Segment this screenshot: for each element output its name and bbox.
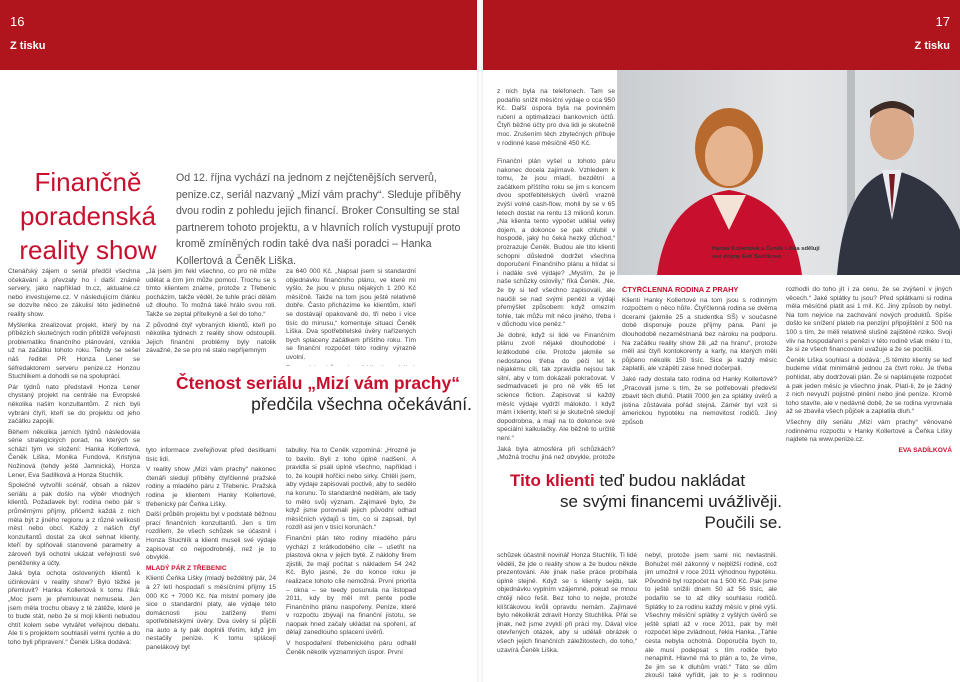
section-label-right: Z tisku <box>914 40 950 52</box>
title-line-1: Finančně <box>34 167 142 197</box>
paragraph: z nich byla na telefonech. Tam se podařilo snížit měsíční výdaje o cca 950 Kč. Další úspora byla na povinném ručení a optimalizaci bankovních účtů. Čtyři běžné účty pro dva lidi je skutečně moc. Zrušením těch zbytečných příbuje v rodinné kase měsíčně 450 Kč. <box>497 88 615 147</box>
page-number-right: 17 <box>935 14 950 29</box>
paragraph: „Já jsem jim řekl všechno, co pro ně může udělat a čím jim může pomoci. Trochu se s tímto klientem známe, protože z Třebenic pocházím, takže věděl, že tuhle práci dělám už dlouho. To možná také hrálo svou roli. Takže se zeptal přítelkyně a šel do toho.“ <box>146 268 276 318</box>
column-6 <box>786 286 952 678</box>
subheading-ctyrclenna-rodina: ČTYŘČLENNÁ RODINA Z PRAHY <box>622 286 739 294</box>
photo-caption: Hanka Kollertová a Čeněk Liška sdělují své dojmy Evě Sadílkové <box>712 246 820 260</box>
pull-quote-2 <box>510 470 782 533</box>
column-5 <box>622 286 777 466</box>
author-signature: EVA SADÍLKOVÁ <box>898 446 952 454</box>
paragraph: Klienti Hanky Kollertové na tom jsou s rodinným rozpočtem o něco hůře. Čtyřčlenná rodina se dvěma dcerami (jakmile 25 a studentka SŠ) v současné době disponuje pouze příjmy pána. Paní je dlouhodobě nezaměstnaná bez nároku na podporu. Na začátku reality show žili „až na hranu“, protože měli asi čtyři kontokorenty a karty, na kterých měli půjčeno několik 150 tisíc. Sice je každý měsíc zaplatili, ale vzápětí zase hned dočerpali. <box>622 296 777 373</box>
paragraph: tabulky. Na to Čeněk vzpomíná: „Hrozně je to bavilo. Byli z toho úplně nadšení. A pravidla si psali úplně všechno, například i to, že koupili hořčici nebo sirky. Chtěli jsem, aby výdaje zapisovali poctivě, aby to sedělo na korunu. To standardně nedělám, ale tady to mělo svůj význam. Zajímavé bylo, že když jsme porovnali jejich původní odhad měsíčních výdajů s tím, co si zapsali, byl rozdíl asi jen v tisíci korunách.“ <box>286 447 416 532</box>
paragraph: Finanční plán této rodiny mladého páru vychází z krátkodobého cíle – ušetřit na plastová okna v jejich bytě. Z náklohy firem zjistili, že mají počítat s nákladem 54 242 Kč. Bylo jasné, že do konce roku je realizace tohoto cíle nemožná. První priorita – okna – se teedy posunula na listopad 2011, kdy by měl mít pente podle Finančního plánu naspořeny. Peníze, které v rozpočtu zbývají na finanční jistotu, se naopak hned začaly ukládat na spoření, ať dělají zanedlouho splacení úvěrů. <box>286 534 416 637</box>
paragraph: nebyl, protože jsem sami nic nevlastnili. Bohužel měl zákonný v nejbližší rodině, což jim umožnil v roce 2011 výhodnou hypotéku. Původně byl rozpočet na 1 500 Kč. Pak jsme to ještě snížili dnem 50 až 56 tisíc, ale podařilo se to až díky souhlasu rodičů. Splátky to za rodinu každý měsíc v plné výši. Všechny měsíční splátky z vyšlých úvěrů se ještě splatí až v roce 2011, pak by měl rozpočet lépe zvládnout, řekla Hanka. „Táhle cesta nebyla ochotná. Doporučila bych to, ale musí podepsat s tím rodiče bylo nenaplnit. Hlavně má to plán a to, že víme, že jim se k dluhům vrátí.“ Táto se dům zkouší také vyřídit, jak to je s rodinnou <box>645 552 777 680</box>
paragraph: Další průběh projektu byl v podstatě běžnou prací finančních konzultantů. Jen s tím rozdílem, že všech schůzek se účastnil i Honza Stuchlík a klienti museli své výdaje zapisovat co nejpodrobněji, než je to obvyklé. <box>146 511 276 562</box>
column-4-top <box>497 88 615 156</box>
paragraph <box>286 365 416 366</box>
column-3-bottom <box>286 447 416 680</box>
pull-quote-2-line-3: Poučili se. <box>704 513 782 532</box>
paragraph: Jaká byla ochota oslovených klientů k účinkování v reality show? Bylo těžké je přemluvit? Hanka Kollertová k tomu říká: „Moc jsem je přemlouvat nemusela. Jen jsem měla trochu obavy z té zátěže, které je to bude stát, nebo že si moji klienti nebudou chtít kolem sebe vytvářet veřejnou debatu. Ale ti s projektem souhlasili velmi rychle a do toho byli připravení.“ Čeněk Liška dodává: <box>8 570 140 646</box>
paragraph: schůzek účastnil novinář Honza Stuchlík. Ti lidé věděli, že jde o reality show a že budou někde prezentováni. Ale jinak naše práce probíhala úplně stejně. Když se s klienty sejdu, tak objednávku vyplním vzájemně, pokud se mnou chtějí něco řešit. Bez toho to nejde, protože klíšťákovou kvůli opravdu nemám. Zajímavé bylo několikrát zdravit Honzy Stuchlíka. Přál se jinak, než jsme zvyklí při práci my. Dával více otevřených otázek, aby si udělali obrázek o všech jejich finančních záležitostech, do toho,“ uzavírá Čeněk Liška. <box>497 552 637 654</box>
column-1 <box>8 268 140 680</box>
left-header-band <box>0 0 477 70</box>
column-2-top <box>146 268 276 366</box>
page-spine <box>477 0 483 682</box>
paragraph: za 640 000 Kč. „Napsal jsem si standardní objednávku finančního plánu, ve které mi vyšlo, že jsou v plusu nějakých 1 200 Kč měsíčně. Takže na tom jsou ještě relativně dobře. Často přicházíme ke klientům, kteří se dostávají opakovaně do, tři nebo i více tisíc do minusu,“ komentuje situaci Čeněk Liška. Dva spotřebitelské úvěry nařízených bych splaceny začátkem příštího roku. Tím se finanční rozpočet této rodiny výrazně uvolní. <box>286 268 416 361</box>
paragraph: Čtenářský zájem o seriál předčil všechna očekávání a převzaly ho i další známé servery, jako například tn.cz, aktualne.cz nebo investujeme.cz. V následujícím článku se dozvíte něco ze zákulisí této jedinečné reality show. <box>8 268 140 318</box>
page-number-left: 16 <box>10 14 25 29</box>
column-5-bottom <box>645 552 777 680</box>
column-4-bottom <box>497 552 637 680</box>
subheading-mlady-par: MLADÝ PÁR Z TŘEBENIC <box>146 564 227 572</box>
article-title <box>8 165 168 267</box>
pull-quote-highlight: Čtenost seriálu „Mizí vám prachy“ <box>176 373 460 393</box>
right-header-band <box>483 0 960 70</box>
paragraph: Čeněk Liška souhlasí a dodává: „S těmito klienty se teď budeme vídat minimálně jednou za čtvrt roku. Je třeba pohlídat, aby dodržovali plán. Že si naplánujete rozpočet a pak jeden měsíc je všechno jinak. Platí-li, že je žádný z nich nevyuží pojistné plnění nebo jiné peníze. Kromě toho stavíte, ale v nedávné době, že se rodina vyrovnala až se zbavila všech půjček a zaplatila dluh.“ <box>786 356 952 416</box>
paragraph: tyto informace zveřejňovat před desítkami tisíc lidí. <box>146 447 276 463</box>
paragraph: Finanční plán vyšel u tohoto páru nakonec docela zajímavě. Vzhledem k tomu, že jsou mladí, bezdětní a začátkem příštího roku se jim s koncem dvou spotřebitelských úvěrů vrazně zvýší volné cash-flow, mohli by se v 65 letech dostat na rentu 13 milionů korun. „Na klienta tento výpočet udělal velký dojem, a dokonce se pak chlubil v hospodě, jaký ho čeká hezký důchod,“ prozrazuje Čeněk. Budou ale tito klienti schopni důsledně dodržet všechna doporučení Finančního plánu a hlídat si i nadále své výdaje? „Myslím, že je naše schůzky oslovily,“ říká Čeněk. „Ne, že by si teď všechno zapisovali, ale naučili se nad svými penězi a výdaji přemýšlet způsobem: když omezím tohle, tak můžu mít něco jiného, třeba i v důchodu více peněz.“ <box>497 158 615 329</box>
section-label-left: Z tisku <box>10 40 46 52</box>
article-deck: Od 12. října vychází na jednom z nejčtenějších serverů, penize.cz, seriál nazvaný „Mizí vám prachy“. Sleduje příběhy dvou rodin z pohledu jejich financí. Broker Consulting se stal partnerem tohoto projektu, a v hlavních rolích vystupují proto kromě zmíněných rodin také dva naši poradci – Hanka Kollertová a Čeněk Liška. <box>176 172 461 267</box>
pull-quote-2-line-2: se svými financemi uvážlivěji. <box>559 492 782 511</box>
paragraph: Všechny díly seriálu „Mizí vám prachy“ věnované rodinnému rozpočtu v Hanky Kollertové a Čeňka Lišky najdete na www.penize.cz. <box>786 418 952 444</box>
paragraph: Během několika jarních týdnů následovala série strategických porad, na kterých se schází tým ve složení: Hanka Kollertová, Čeněk Liška, Monika Fundová, Kristýna Nožinová (tehdy ještě Jamnická), Honza Lener, Eva Sadílková a Honza Stuchlík. <box>8 428 140 479</box>
pull-quote-rest: předčila všechna očekávání. <box>251 394 472 414</box>
paragraph: V hospodaření třebenického páru odhalil Čeněk několik významných úspor. První <box>286 640 416 656</box>
pull-quote <box>176 373 472 415</box>
paragraph: Společně vytvořili scénář, obsah a název seriálu a pak došlo na výběr vhodných klientů. Požadavek byl: rodina nebo pár s průměrnými příjmy, přičemž každá z nich měla být z jiného regionu a z různé velikosti měst nebo obcí. Každý z našich čtyř konzultantů dostal za úkol sehnat klienty, kteří by splňovali stanovené parametry a zároveň byli ochotni ukázat veřejnosti své peněženky a účty. <box>8 482 140 567</box>
title-line-3: reality show <box>19 235 157 265</box>
paragraph: Klienti Čeňka Lišky (mladý beždětný pár, 24 a 27 letí hospodaří s měsíčními příjmy 15 000 Kč + 7000 Kč. Na místní pomery jde sice o standardní platy, ale výdaje této domácnosti jsou zatížený třemi spotřebitelskými úvěry. Dva úvěry si půjčili na auto a ty pak doplnili třetím, když jim nestačily peníze. K tomu splácejí panelákový byt <box>146 575 276 652</box>
title-line-2: poradenská <box>20 201 156 231</box>
paragraph: Je dobré, když si lidé ve Finančním plánu zvolí nějaké dlouhodobé i krátkodobé cíle. Protože jakmile se nedostanou třeba do péči let k nějakému cíli, tak zpravidla nejsou tak silní, aby v tom dokázali pokračovat. V sedmadvaceti je pro ně věk 65 let science fiction. Zapisovat si každý měsíc výdaje vydrží málokdo. I když mám i klienty, kteří si je skutečně sledují dopodrobna, a mají na to dokonce své speciální kalkulačky. Ale běžně to určitě není.“ <box>497 331 615 442</box>
pull-quote-2-line-1: teď budou nakládat <box>599 471 746 490</box>
paragraph: rozhodli do toho jít i za cenu, že se zvýšení v jiných věcech.“ Jaké splátky tu jsou? Před splátkami si rodina měla měsíčně platit asi 1 mil. Kč. Jiný způsob by nebyl. Na tom nejvíce na zachování nových produktů. Spíše došlo ke snížení plateb na penzijní připojištění z 500 na 100 s tím, že měli relativně slušně zajištěné riziko. Svoji vliv na hospodaření s penězi v této rodině však mělo i to, že si ze všech financování uvažuje a že se pocítili. <box>786 286 952 354</box>
paragraph: V reality show „Mizí vám prachy“ nakonec čtenáři sledují příběhy čtyřčlenné pražské rodiny a mladého páru z Třebenic. Pražská rodina je klientem Hanky Kollertové, třebenický pár Čeňka Lišky. <box>146 466 276 508</box>
paragraph: Pár týdnů nato představil Honza Lener chystaný projekt na centrále na Evropské několika našim konzultantům. Z nich byli vybráni čtyři, kteří se do projektu od jeho začátku zapojili. <box>8 383 140 426</box>
paragraph: Jaká byla atmosféra při schůzkách? „Možná trochu jiná než obvykle, protože <box>497 445 615 462</box>
paragraph: Myšlenka zrealizovat projekt, který by na příbězích skutečných rodin přiblížil veřejnosti problematiku finančního plánování, vznikla už na začátku tohoto roku. Tehdy se sešel náš ředitel PR Honza Lener se šéfredaktorem serveru penize.cz Honzou Stuchlíkem a dohodli se na spolupráci. <box>8 321 140 381</box>
column-4 <box>497 158 615 463</box>
paragraph: Jaké rady dostala tato rodina od Hanky Kollertové? „Pracovali jsme s tím, že se potřebovali předevší zbavit těch dluhů. Platili 7000 jen za splátky úvěrů a jistina zůstávala pořád stejná. Zámér byl vzít si americkou hypotéku na nemovitost rodičů. Jiný způsob <box>622 375 777 426</box>
pull-quote-2-highlight: Tito klienti <box>510 471 595 490</box>
paragraph: Z původně čtyř vybraných klientů, kteří po několika týdnech z reality show odstoupili. Jejich finanční problémy byly natolik závažné, že se pro ně stalo nepříjemným <box>146 321 276 355</box>
photo-kollertova-liska <box>617 70 960 275</box>
column-2-bottom <box>146 447 276 680</box>
column-3-top <box>286 268 416 366</box>
photo-illustration <box>617 70 960 275</box>
